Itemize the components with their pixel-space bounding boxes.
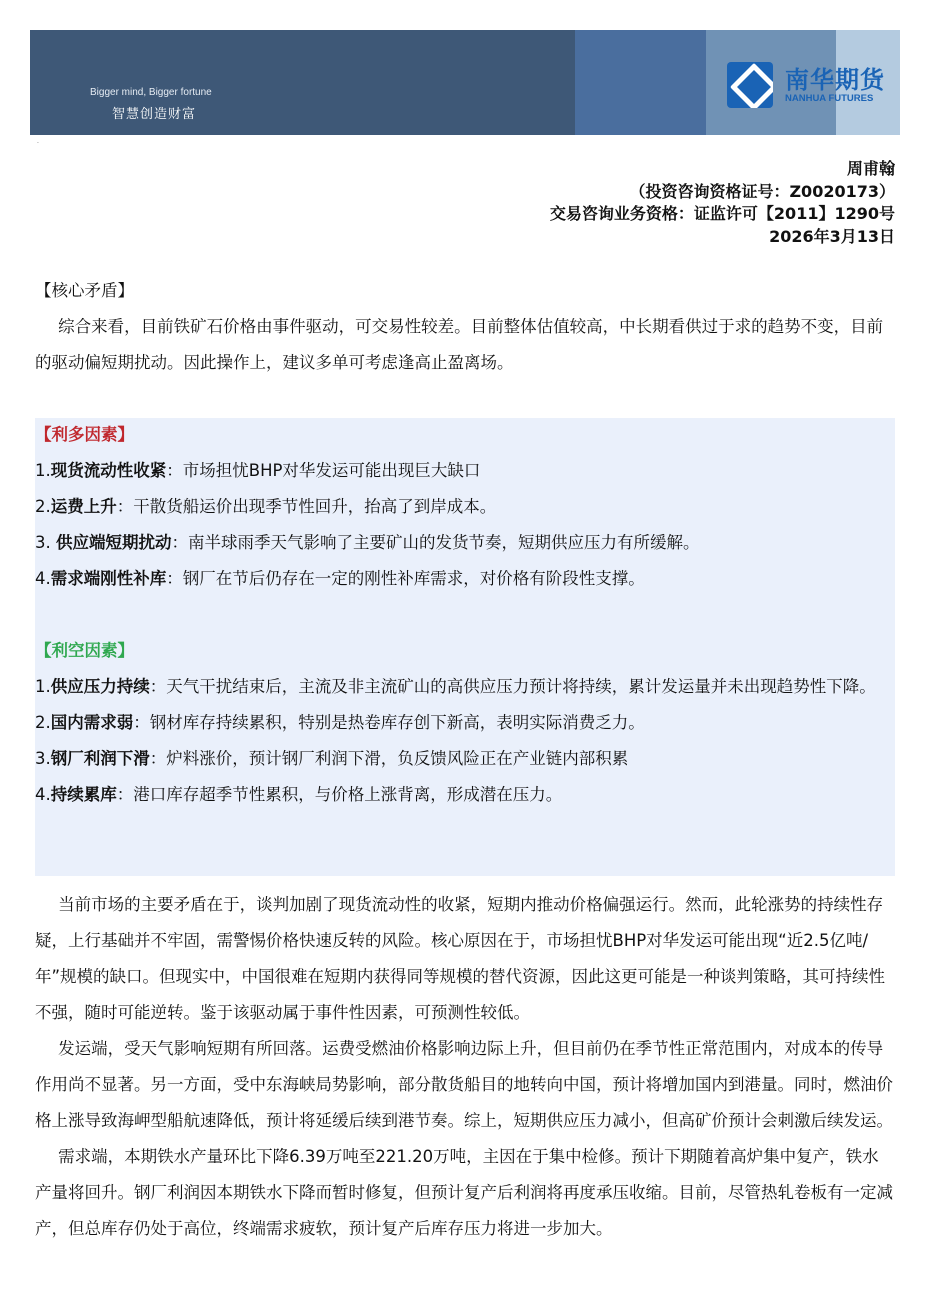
logo-en: NANHUA FUTURES [785,92,874,104]
banner-main [30,30,575,135]
list-item: 1.供应压力持续：天气干扰结束后，主流及非主流矿山的高供应压力预计将持续，累计发运量并未出现趋势性下降。 [35,677,876,696]
list-item: 3. 供应端短期扰动：南半球雨季天气影响了主要矿山的发货节奏，短期供应压力有所缓解。 [35,533,700,552]
author-license: 交易咨询业务资格：证监许可【2011】1290号 [549,204,895,223]
bearish-section [35,633,895,813]
banner-stripe [575,30,706,135]
bullish-heading: 【利多因素】 [35,425,134,444]
logo-icon [727,62,773,108]
logo-cn: 南华期货 [785,65,885,94]
author-cert: （投资咨询资格证号：Z0020173） [629,181,895,201]
nanhua-logo [727,62,885,108]
report-date: 2026年3月13日 [769,226,895,246]
dot-mark: · [37,140,39,147]
author-block [550,158,895,248]
core-heading: 【核心矛盾】 [35,281,134,300]
core-section [35,273,895,381]
bearish-heading: 【利空因素】 [35,641,134,660]
list-item: 4.需求端刚性补库：钢厂在节后仍存在一定的刚性补库需求，对价格有阶段性支撑。 [35,569,645,588]
slogan-en: Bigger mind, Bigger fortune [90,87,212,98]
analysis-section [35,887,895,1247]
list-item: 3.钢厂利润下滑：炉料涨价，预计钢厂利润下滑，负反馈风险正在产业链内部积累 [35,749,629,768]
slogan-cn: 智慧创造财富 [112,107,197,122]
core-text: 综合来看，目前铁矿石价格由事件驱动，可交易性较差。目前整体估值较高，中长期看供过于求的趋势不变，目前的驱动偏短期扰动。因此操作上，建议多单可考虑逢高止盈离场。 [35,317,884,372]
analysis-paragraph: 当前市场的主要矛盾在于，谈判加剧了现货流动性的收紧，短期内推动价格偏强运行。然而，此轮涨势的持续性存疑，上行基础并不牢固，需警惕价格快速反转的风险。核心原因在于，市场担忧BHP对华发运可能出现“近2.5亿吨/年”规模的缺口。但现实中，中国很难在短期内获得同等规模的替代资源，因此这更可能是一种谈判策略，其可持续性不强，随时可能逆转。鉴于该驱动属于事件性因素，可预测性较低。 [35,895,886,1022]
list-item: 1.现货流动性收紧：市场担忧BHP对华发运可能出现巨大缺口 [35,461,481,480]
list-item: 2.国内需求弱：钢材库存持续累积，特别是热卷库存创下新高，表明实际消费乏力。 [35,713,645,732]
analysis-paragraph: 发运端，受天气影响短期有所回落。运费受燃油价格影响边际上升，但目前仍在季节性正常范围内，对成本的传导作用尚不显著。另一方面，受中东海峡局势影响，部分散货船目的地转向中国，预计将增加国内到港量。同时，燃油价格上涨导致海岬型船航速降低，预计将延缓后续到港节奏。综上，短期供应压力减小，但高矿价预计会刺激后续发运。 [35,1039,893,1130]
bullish-section [35,417,895,597]
analysis-paragraph: 需求端，本期铁水产量环比下降6.39万吨至221.20万吨，主因在于集中检修。预计下期随着高炉集中复产，铁水产量将回升。钢厂利润因本期铁水下降而暂时修复，但预计复产后利润将再度承压收缩。目前，尽管热轧卷板有一定减产，但总库存仍处于高位，终端需求疲软，预计复产后库存压力将进一步加大。 [35,1147,893,1238]
author-name: 周甫翰 [846,159,895,178]
list-item: 4.持续累库：港口库存超季节性累积，与价格上涨背离，形成潜在压力。 [35,785,563,804]
list-item: 2.运费上升：干散货船运价出现季节性回升，抬高了到岸成本。 [35,497,497,516]
